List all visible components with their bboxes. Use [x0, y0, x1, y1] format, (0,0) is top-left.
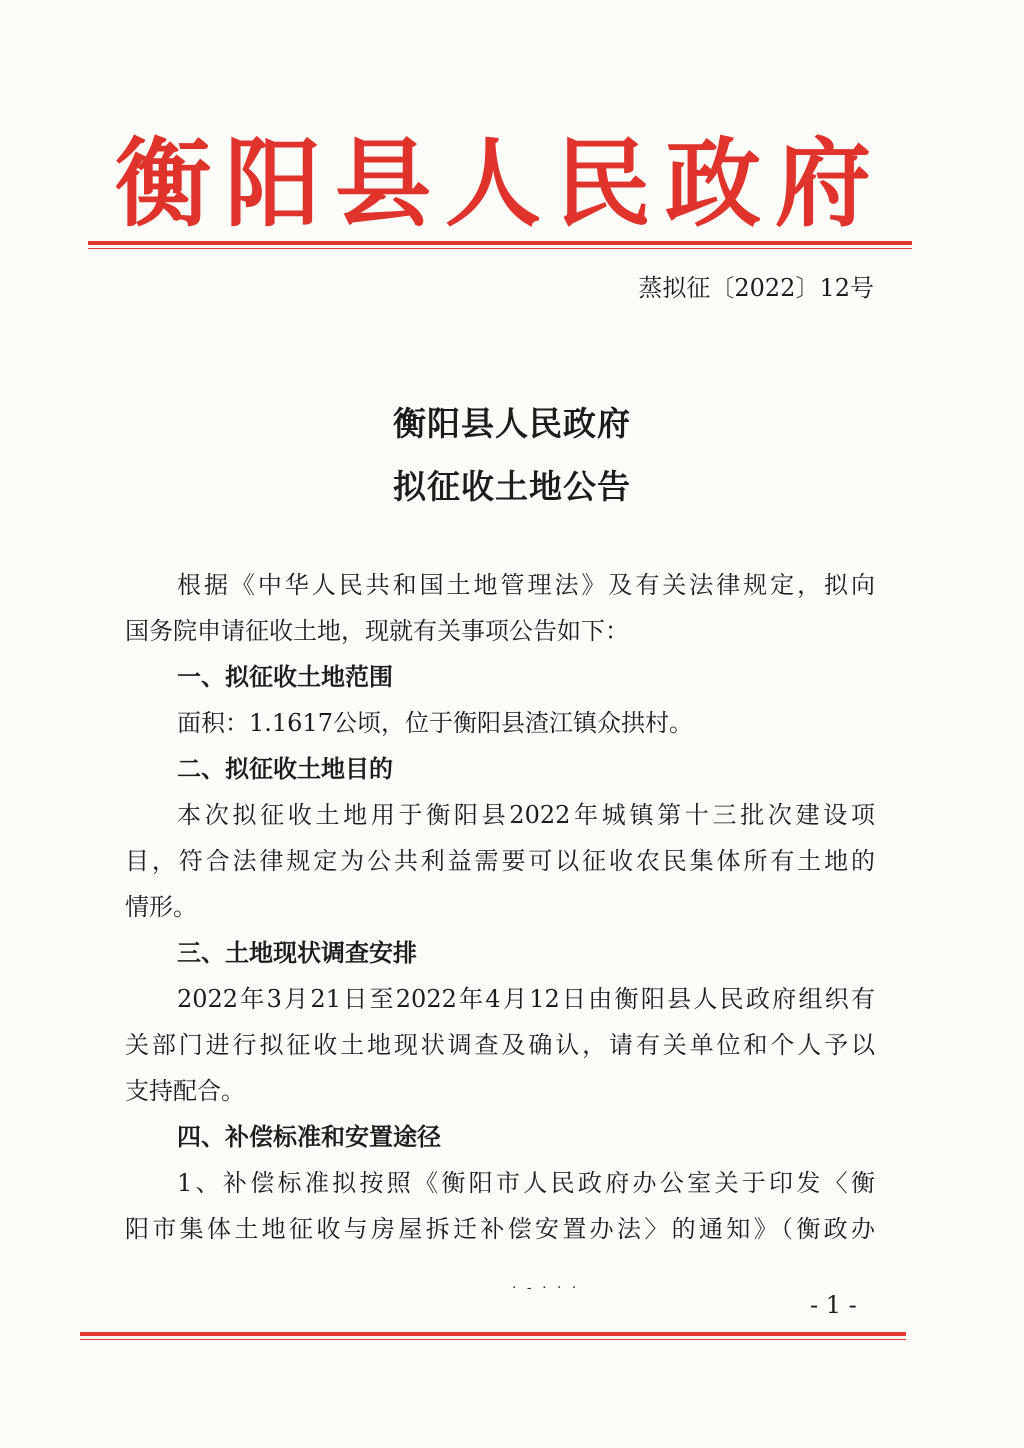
paragraph-line: 目，符合法律规定为公共利益需要可以征收农民集体所有土地的 — [125, 847, 875, 875]
issuer-header-title: 衡阳县人民政府 — [115, 127, 885, 240]
section-paragraph: 面积：1.1617公顷，位于衡阳县渣江镇众拱村。 — [177, 709, 693, 737]
page-number: - 1 - — [810, 1291, 857, 1319]
section-paragraph — [125, 976, 875, 1114]
section-paragraph — [125, 792, 875, 930]
intro-line: 国务院申请征收土地，现就有关事项公告如下： — [125, 617, 629, 645]
section-heading: 一、拟征收土地范围 — [177, 662, 393, 691]
section-heading: 四、补偿标准和安置途径 — [177, 1122, 441, 1151]
paragraph-line: 情形。 — [125, 893, 197, 921]
intro-paragraph — [125, 562, 875, 654]
paragraph-line: 阳市集体土地征收与房屋拆迁补偿安置办法〉的通知》（衡政办 — [125, 1215, 875, 1243]
paragraph-line: 支持配合。 — [125, 1077, 245, 1105]
document-number: 蒸拟征〔2022〕12号 — [638, 274, 874, 302]
section-heading: 三、土地现状调查安排 — [177, 938, 417, 967]
document-title-line-2: 拟征收土地公告 — [393, 467, 631, 506]
paragraph-line: 本次拟征收土地用于衡阳县2022年城镇第十三批次建设项 — [177, 801, 875, 829]
section-heading: 二、拟征收土地目的 — [177, 754, 393, 783]
document-title-line-1: 衡阳县人民政府 — [393, 404, 631, 443]
section-paragraph — [125, 1160, 875, 1252]
ink-mark: · - · · · — [512, 1280, 580, 1296]
header-red-rule — [88, 241, 912, 249]
footer-red-rule — [80, 1332, 906, 1340]
intro-line: 根据《中华人民共和国土地管理法》及有关法律规定，拟向 — [177, 571, 875, 599]
paragraph-line: 2022年3月21日至2022年4月12日由衡阳县人民政府组织有 — [177, 985, 875, 1013]
document-body — [125, 562, 875, 1252]
paragraph-line: 关部门进行拟征收土地现状调查及确认，请有关单位和个人予以 — [125, 1031, 875, 1059]
paragraph-line: 1、补偿标准拟按照《衡阳市人民政府办公室关于印发〈衡 — [177, 1169, 875, 1197]
